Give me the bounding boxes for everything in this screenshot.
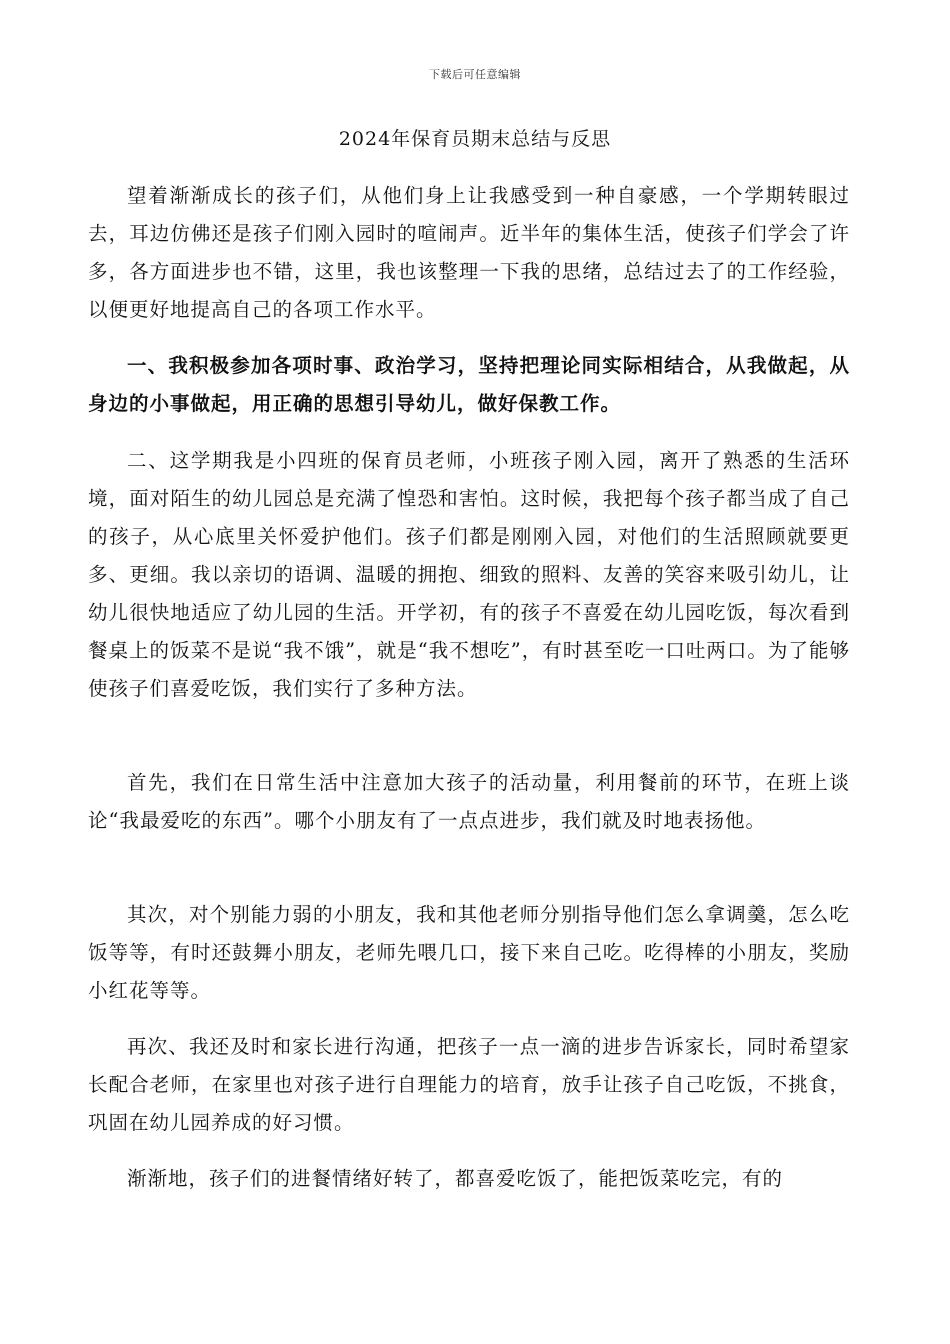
document-title: 2024年保育员期末总结与反思: [338, 128, 612, 150]
paragraph-third-method: 再次、我还及时和家长进行沟通，把孩子一点一滴的进步告诉家长，同时希望家长配合老师，在家里也对孩子进行自理能力的培育，放手让孩子自己吃饭，不挑食，巩固在幼儿园养成的好习惯。: [88, 1035, 850, 1134]
paragraph-intro: 望着渐渐成长的孩子们，从他们身上让我感受到一种自豪感，一个学期转眼过去，耳边仿佛还是孩子们刚入园时的喧闹声。近半年的集体生活，使孩子们学会了许多，各方面进步也不错，这里，我也该整理一下我的思绪，总结过去了的工作经验，以便更好地提高自己的各项工作水平。: [88, 184, 850, 321]
paragraph-section-one: 一、我积极参加各项时事、政治学习，坚持把理论同实际相结合，从我做起，从身边的小事做起，用正确的思想引导幼儿，做好保教工作。: [88, 354, 850, 415]
paragraph-first-method: 首先，我们在日常生活中注意加大孩子的活动量，利用餐前的环节，在班上谈论“我最爱吃的东西”。哪个小朋友有了一点点进步，我们就及时地表扬他。: [88, 771, 850, 832]
header-note: 下载后可任意编辑: [429, 68, 521, 81]
paragraph-result: 渐渐地，孩子们的进餐情绪好转了，都喜爱吃饭了，能把饭菜吃完，有的: [127, 1167, 784, 1190]
paragraph-second-method: 其次，对个别能力弱的小朋友，我和其他老师分别指导他们怎么拿调羹，怎么吃饭等等，有时还鼓舞小朋友，老师先喂几口，接下来自己吃。吃得棒的小朋友，奖励小红花等等。: [88, 903, 850, 1002]
paragraph-section-two: 二、这学期我是小四班的保育员老师，小班孩子刚入园，离开了熟悉的生活环境，面对陌生的幼儿园总是充满了惶恐和害怕。这时候，我把每个孩子都当成了自己的孩子，从心底里关怀爱护他们。孩子们都是刚刚入园，对他们的生活照顾就要更多、更细。我以亲切的语调、温暖的拥抱、细致的照料、友善的笑容来吸引幼儿，让幼儿很快地适应了幼儿园的生活。开学初，有的孩子不喜爱在幼儿园吃饭，每次看到餐桌上的饭菜不是说“我不饿”，就是“我不想吃”，有时甚至吃一口吐两口。为了能够使孩子们喜爱吃饭，我们实行了多种方法。: [88, 449, 850, 700]
